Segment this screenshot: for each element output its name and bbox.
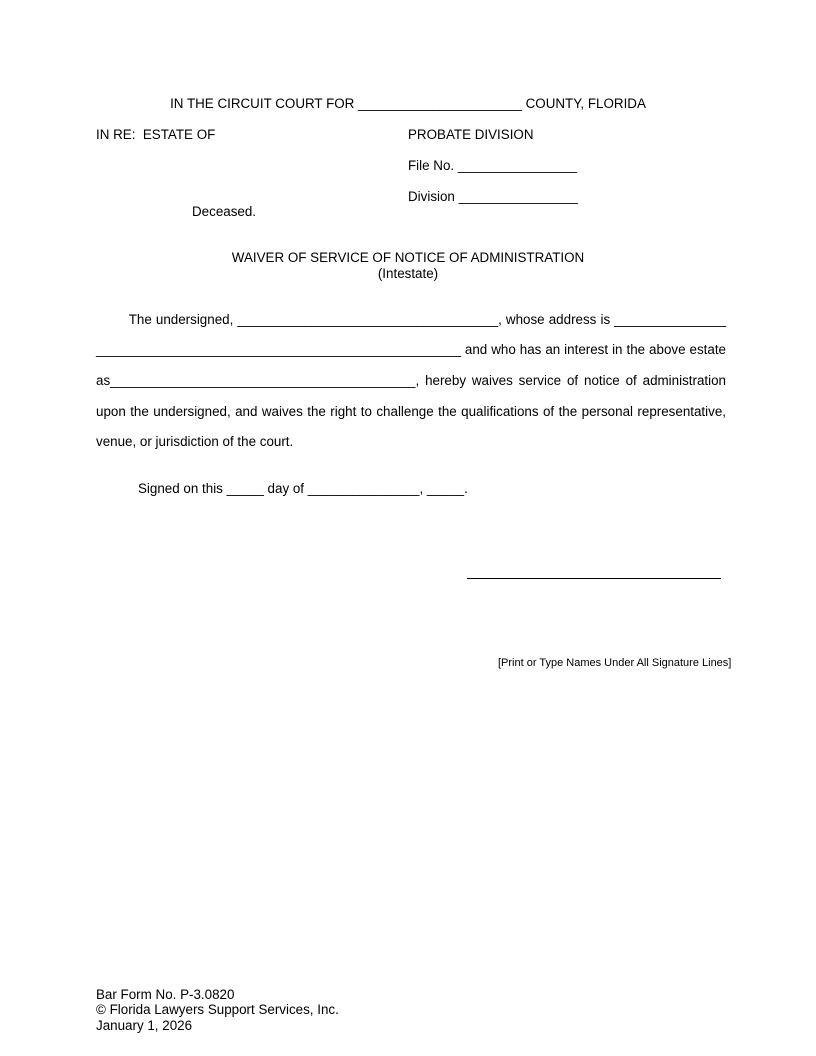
deceased-label: Deceased. <box>192 204 257 219</box>
body-line-3: as_________________________________________, hereby waives service of notice of administration <box>96 373 726 388</box>
bar-form-number: Bar Form No. P-3.0820 <box>96 987 235 1002</box>
probate-division-label: PROBATE DIVISION <box>408 127 534 142</box>
document-subtitle: (Intestate) <box>377 266 439 281</box>
copyright-notice: © Florida Lawyers Support Services, Inc. <box>96 1002 339 1017</box>
in-re-estate-label: IN RE: ESTATE OF <box>96 127 216 142</box>
court-heading: IN THE CIRCUIT COURT FOR ______________________ COUNTY, FLORIDA <box>170 96 646 111</box>
body-line-5: venue, or jurisdiction of the court. <box>96 434 294 449</box>
body-line-1: The undersigned, ___________________________________, whose address is _______________ <box>96 312 726 327</box>
form-date: January 1, 2026 <box>96 1018 193 1033</box>
body-line-2: _________________________________________________ and who has an interest in the above estate <box>96 342 726 357</box>
signed-date-line: Signed on this _____ day of _______________, _____. <box>138 481 468 496</box>
signature-line <box>467 578 721 579</box>
signature-note: [Print or Type Names Under All Signature Lines] <box>498 657 732 669</box>
division-field: Division ________________ <box>408 189 578 204</box>
document-title: WAIVER OF SERVICE OF NOTICE OF ADMINISTRATION <box>231 250 585 265</box>
file-number-field: File No. ________________ <box>408 158 578 173</box>
body-line-4: upon the undersigned, and waives the right to challenge the qualifications of the personal representative, <box>96 404 726 419</box>
